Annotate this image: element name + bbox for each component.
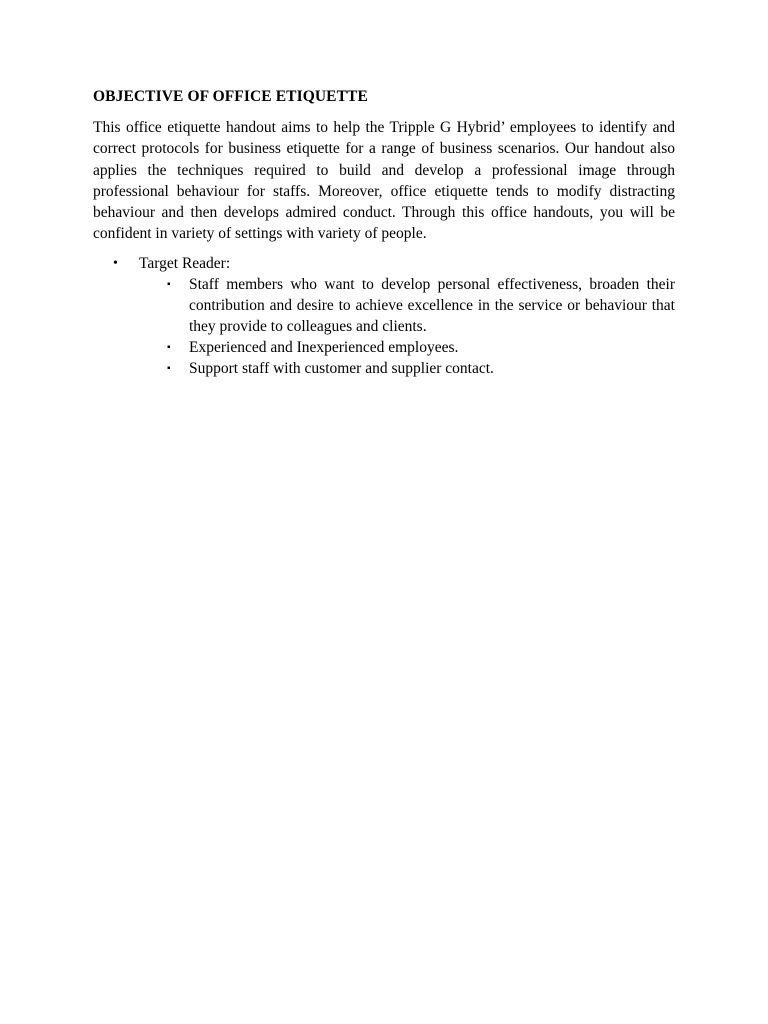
square-bullet-icon: ▪ — [167, 341, 171, 353]
sub-list-item-text: Staff members who want to develop personal effectiveness, broaden their contribution and desire to achieve excellence in the service or behaviour that they provide to colleagues and clients. — [189, 275, 675, 335]
square-bullet-icon: ▪ — [167, 278, 171, 290]
document-body — [93, 86, 675, 379]
section-heading: OBJECTIVE OF OFFICE ETIQUETTE — [93, 88, 368, 105]
list-item-target-reader — [93, 253, 675, 274]
sub-list-item — [93, 358, 675, 379]
list-item-label: Target Reader: — [139, 254, 231, 272]
square-bullet-icon: ▪ — [167, 362, 171, 374]
bullet-icon: • — [113, 255, 118, 271]
bullet-list — [93, 253, 675, 274]
intro-paragraph: This office etiquette handout aims to help the Tripple G Hybrid’ employees to identify and correct protocols for business etiquette for a range of business scenarios. Our handout also applies the techniques required to build and develop a professional image through professional behaviour for staffs. Moreover, office etiquette tends to modify distracting behaviour and then develops admired conduct. Through this office handouts, you will be confident in variety of settings with variety of people. — [93, 119, 675, 243]
sub-list-item — [93, 337, 675, 358]
sub-list-item-text: Experienced and Inexperienced employees. — [189, 338, 459, 356]
sub-list-item-text: Support staff with customer and supplier contact. — [189, 359, 494, 377]
sub-list-item — [93, 274, 675, 337]
sub-bullet-list — [93, 274, 675, 379]
